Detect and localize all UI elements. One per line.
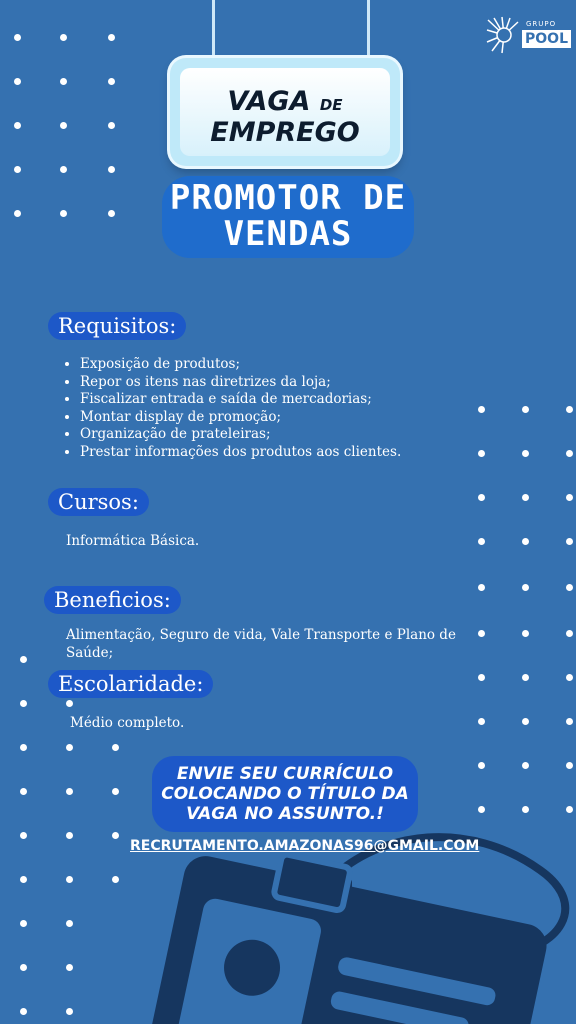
- escolaridade-heading: Escolaridade:: [48, 670, 213, 698]
- job-title-line2: VENDAS: [223, 214, 353, 254]
- grupo-pool-logo: [486, 16, 568, 54]
- beneficios-heading: Beneficios:: [44, 586, 181, 614]
- logo-name: POOL: [522, 30, 571, 48]
- list-item: • Montar display de promoção;: [80, 409, 401, 427]
- cta-line2: COLOCANDO O TÍTULO DA: [161, 784, 409, 804]
- list-item: • Prestar informações dos produtos aos clientes.: [80, 444, 401, 462]
- job-title: [140, 180, 436, 252]
- vaga-emprego-sign: [170, 58, 400, 166]
- beneficios-text: [66, 626, 476, 662]
- list-item: • Organização de prateleiras;: [80, 426, 401, 444]
- cta-line1: ENVIE SEU CURRÍCULO: [176, 764, 394, 784]
- cta-text: [140, 764, 430, 824]
- cta-line3: VAGA NO ASSUNTO.!: [186, 804, 384, 824]
- sign-text: [180, 88, 390, 147]
- beneficios-line2: Saúde;: [66, 645, 114, 661]
- sun-logo-icon: [486, 16, 522, 54]
- escolaridade-text: Médio completo.: [70, 715, 185, 731]
- sign-string-left: [212, 0, 215, 60]
- sign-word-vaga: VAGA: [227, 86, 311, 117]
- sign-word-de: DE: [319, 96, 343, 114]
- list-item: • Exposição de produtos;: [80, 356, 401, 374]
- beneficios-line1: Alimentação, Seguro de vida, Vale Transporte e Plano de: [66, 627, 456, 643]
- cursos-heading: Cursos:: [48, 488, 149, 516]
- sign-word-emprego: EMPREGO: [210, 117, 360, 148]
- list-item: • Repor os itens nas diretrizes da loja;: [80, 374, 401, 392]
- list-item: • Fiscalizar entrada e saída de mercadorias;: [80, 391, 401, 409]
- email-link[interactable]: RECRUTAMENTO.AMAZONAS96@GMAIL.COM: [130, 838, 480, 854]
- cursos-text: Informática Básica.: [66, 533, 200, 549]
- requisitos-list: [64, 356, 401, 461]
- sign-string-right: [367, 0, 370, 60]
- logo-small-text: GRUPO: [526, 20, 557, 28]
- job-title-line1: PROMOTOR DE: [169, 178, 407, 218]
- requisitos-heading: Requisitos:: [48, 312, 186, 340]
